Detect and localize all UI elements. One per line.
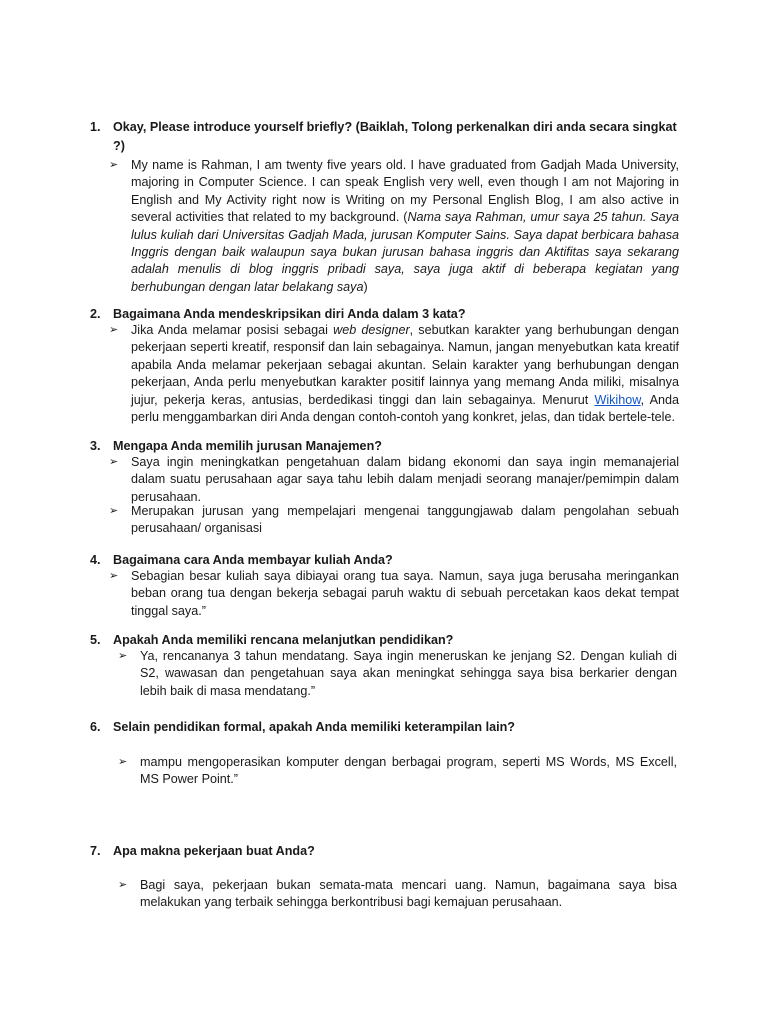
answer-6-1 bbox=[118, 754, 677, 789]
answer-text-end: ) bbox=[363, 279, 368, 294]
answer-5-1 bbox=[118, 648, 677, 700]
answer-2-1 bbox=[109, 322, 680, 426]
question-title: Bagaimana Anda mendeskripsikan diri Anda dalam 3 kata? bbox=[113, 307, 466, 321]
question-1 bbox=[90, 118, 680, 156]
question-7 bbox=[90, 842, 680, 861]
answer-text: Bagi saya, pekerjaan bukan semata-mata mencari uang. Namun, bagaimana saya bisa melakukan yang terbaik sehingga berkontribusi bagi kemajuan perusahaan. bbox=[140, 878, 677, 910]
question-title: Apakah Anda memiliki rencana melanjutkan pendidikan? bbox=[113, 633, 454, 647]
question-number: 2. bbox=[90, 307, 101, 321]
arrow-bullet-icon: ➢ bbox=[109, 570, 119, 582]
answer-text: Jika Anda melamar posisi sebagai bbox=[131, 323, 334, 337]
answer-3-2 bbox=[109, 503, 679, 538]
answer-italic-text: web designer bbox=[333, 323, 410, 337]
arrow-bullet-icon: ➢ bbox=[109, 505, 119, 517]
question-6 bbox=[90, 718, 680, 737]
arrow-bullet-icon: ➢ bbox=[109, 324, 119, 336]
arrow-bullet-icon: ➢ bbox=[118, 879, 128, 891]
answer-text-mid: , sebutkan karakter yang berhubungan dengan pekerjaan seperti kreatif, responsif dan lain sebagainya. Namun, jangan menyebutkan kata kreatif apabila Anda melamar pekerjaan sebagai akuntan. Selain karakter yang berhubungan dengan pekerjaan, Anda perlu menyebutkan karakter positif lainnya yang memang Anda miliki, misalnya jujur, pekerja keras, antusias, berdedikasi tinggi dan lain sebagainya. Menurut bbox=[131, 323, 680, 407]
answer-text: Saya ingin meningkatkan pengetahuan dalam bidang ekonomi dan saya ingin memanajerial dalam suatu perusahaan agar saya tahu lebih dalam menjadi seorang manajer/pemimpin dalam perusahaan. bbox=[131, 455, 679, 504]
answer-text: Merupakan jurusan yang mempelajari mengenai tanggungjawab dalam pengolahan sebuah perusahaan/ organisasi bbox=[131, 504, 679, 536]
question-number: 6. bbox=[90, 720, 101, 734]
question-title: Mengapa Anda memilih jurusan Manajemen? bbox=[113, 439, 382, 453]
question-number: 3. bbox=[90, 439, 101, 453]
wikihow-link[interactable]: Wikihow bbox=[594, 392, 641, 407]
answer-text: Ya, rencananya 3 tahun mendatang. Saya ingin meneruskan ke jenjang S2. Dengan kuliah di S2, wawasan dan pengetahuan saya akan meningkat sehingga saya bisa berkarier dengan lebih baik di masa mendatang.” bbox=[140, 649, 677, 698]
question-number: 5. bbox=[90, 633, 101, 647]
arrow-bullet-icon: ➢ bbox=[118, 650, 128, 662]
answer-1-1 bbox=[109, 157, 679, 296]
question-title: Selain pendidikan formal, apakah Anda memiliki keterampilan lain? bbox=[113, 720, 515, 734]
arrow-bullet-icon: ➢ bbox=[109, 159, 119, 171]
question-number: 7. bbox=[90, 844, 101, 858]
question-number: 1. bbox=[90, 120, 101, 134]
answer-text-end: , Anda perlu menggambarkan diri Anda dengan contoh-contoh yang konkret, jelas, dan tidak bertele-tele. bbox=[131, 392, 679, 425]
answer-7-1 bbox=[118, 877, 677, 912]
question-title: Apa makna pekerjaan buat Anda? bbox=[113, 844, 315, 858]
answer-italic-text: Nama saya Rahman, umur saya 25 tahun. Saya lulus kuliah dari Universitas Gadjah Mada, jurusan Komputer Sains. Saya dapat berbicara bahasa Inggris dengan baik walaupun saya bukan jurusan bahasa inggris dan Aktifitas saya sekarang adalah menulis di blog inggris pribadi saya, saya juga aktif di beberapa kegiatan yang berhubungan dengan latar belakang saya bbox=[131, 210, 679, 294]
arrow-bullet-icon: ➢ bbox=[118, 756, 128, 768]
answer-text: Sebagian besar kuliah saya dibiayai orang tua saya. Namun, saya juga berusaha meringankan beban orang tua dengan bekerja sebagai paruh waktu di sebuah percetakan kaos dekat tempat tinggal saya.” bbox=[131, 569, 679, 618]
answer-3-1 bbox=[109, 454, 679, 506]
question-number: 4. bbox=[90, 553, 101, 567]
question-title: Bagaimana cara Anda membayar kuliah Anda? bbox=[113, 553, 393, 567]
answer-text: mampu mengoperasikan komputer dengan berbagai program, seperti MS Words, MS Excell, MS Power Point.” bbox=[140, 755, 677, 787]
answer-4-1 bbox=[109, 568, 679, 620]
answer-text: My name is Rahman, I am twenty five years old. I have graduated from Gadjah Mada University, majoring in Computer Science. I can speak English very well, even though I am not Majoring in English and My Activity right now is Writing on my Personal English Blog, I am also active in several activities that related to my background. ( bbox=[131, 158, 679, 225]
arrow-bullet-icon: ➢ bbox=[109, 456, 119, 468]
question-title: Okay, Please introduce yourself briefly? (Baiklah, Tolong perkenalkan diri anda secara singkat ?) bbox=[113, 120, 677, 153]
